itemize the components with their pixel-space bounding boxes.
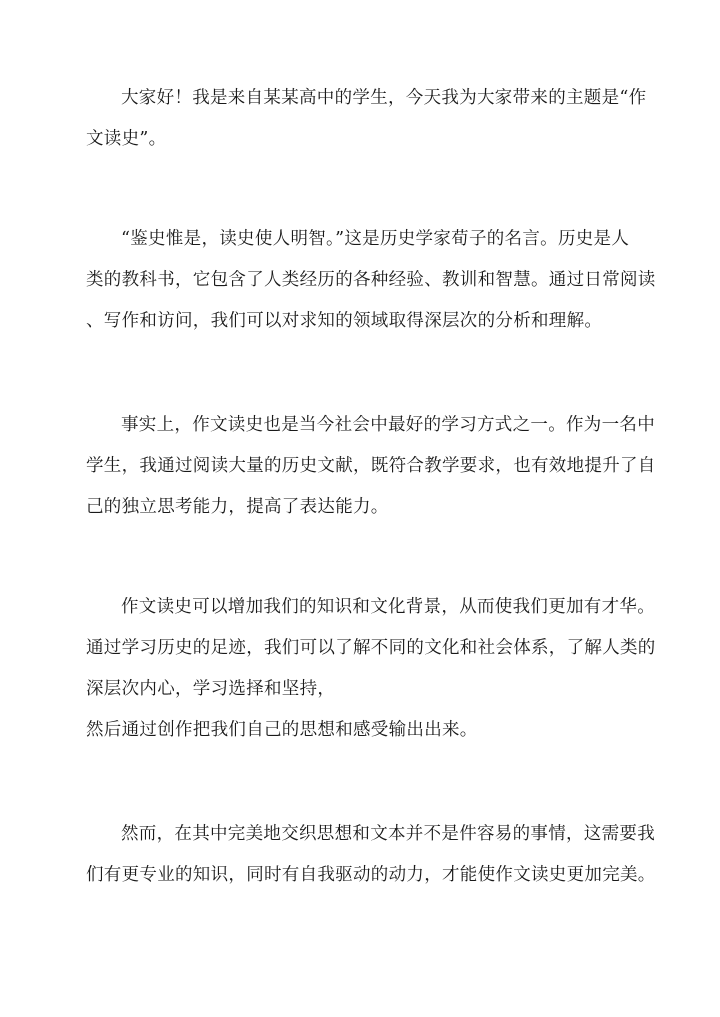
- paragraph-line: 己的独立思考能力，提高了表达能力。: [86, 497, 389, 517]
- paragraph-conclusion: [86, 814, 656, 896]
- paragraph-line: 通过学习历史的足迹，我们可以了解不同的文化和社会体系，了解人类的: [86, 638, 656, 658]
- paragraph-line: “鉴史惟是，读史使人明智。”这是历史学家荀子的名言。历史是人: [121, 229, 630, 249]
- paragraph-line: 类的教科书，它包含了人类经历的各种经验、教训和智慧。通过日常阅读: [86, 270, 656, 290]
- paragraph-line: 、写作和访问，我们可以对求知的领域取得深层次的分析和理解。: [86, 311, 603, 331]
- paragraph-line: 然后通过创作把我们自己的思想和感受输出出来。: [86, 720, 478, 740]
- paragraph-quote: [86, 219, 656, 342]
- paragraph-line: 作文读史可以增加我们的知识和文化背景，从而使我们更加有才华。: [121, 597, 655, 617]
- paragraph-line: 事实上，作文读史也是当今社会中最好的学习方式之一。作为一名中: [121, 415, 655, 435]
- paragraph-greeting: [86, 78, 647, 160]
- paragraph-learning-method: [86, 405, 656, 528]
- paragraph-line: 们有更专业的知识，同时有自我驱动的动力，才能使作文读史更加完美。: [86, 865, 656, 885]
- paragraph-line: 然而，在其中完美地交织思想和文本并不是件容易的事情，这需要我: [121, 824, 655, 844]
- paragraph-line: 深层次内心，学习选择和坚持，: [86, 679, 336, 699]
- paragraph-line: 文读史”。: [86, 129, 167, 149]
- paragraph-benefits: [86, 587, 656, 751]
- paragraph-line: 大家好！我是来自某某高中的学生，今天我为大家带来的主题是“作: [121, 88, 647, 108]
- paragraph-line: 学生，我通过阅读大量的历史文献，既符合教学要求，也有效地提升了自: [86, 456, 656, 476]
